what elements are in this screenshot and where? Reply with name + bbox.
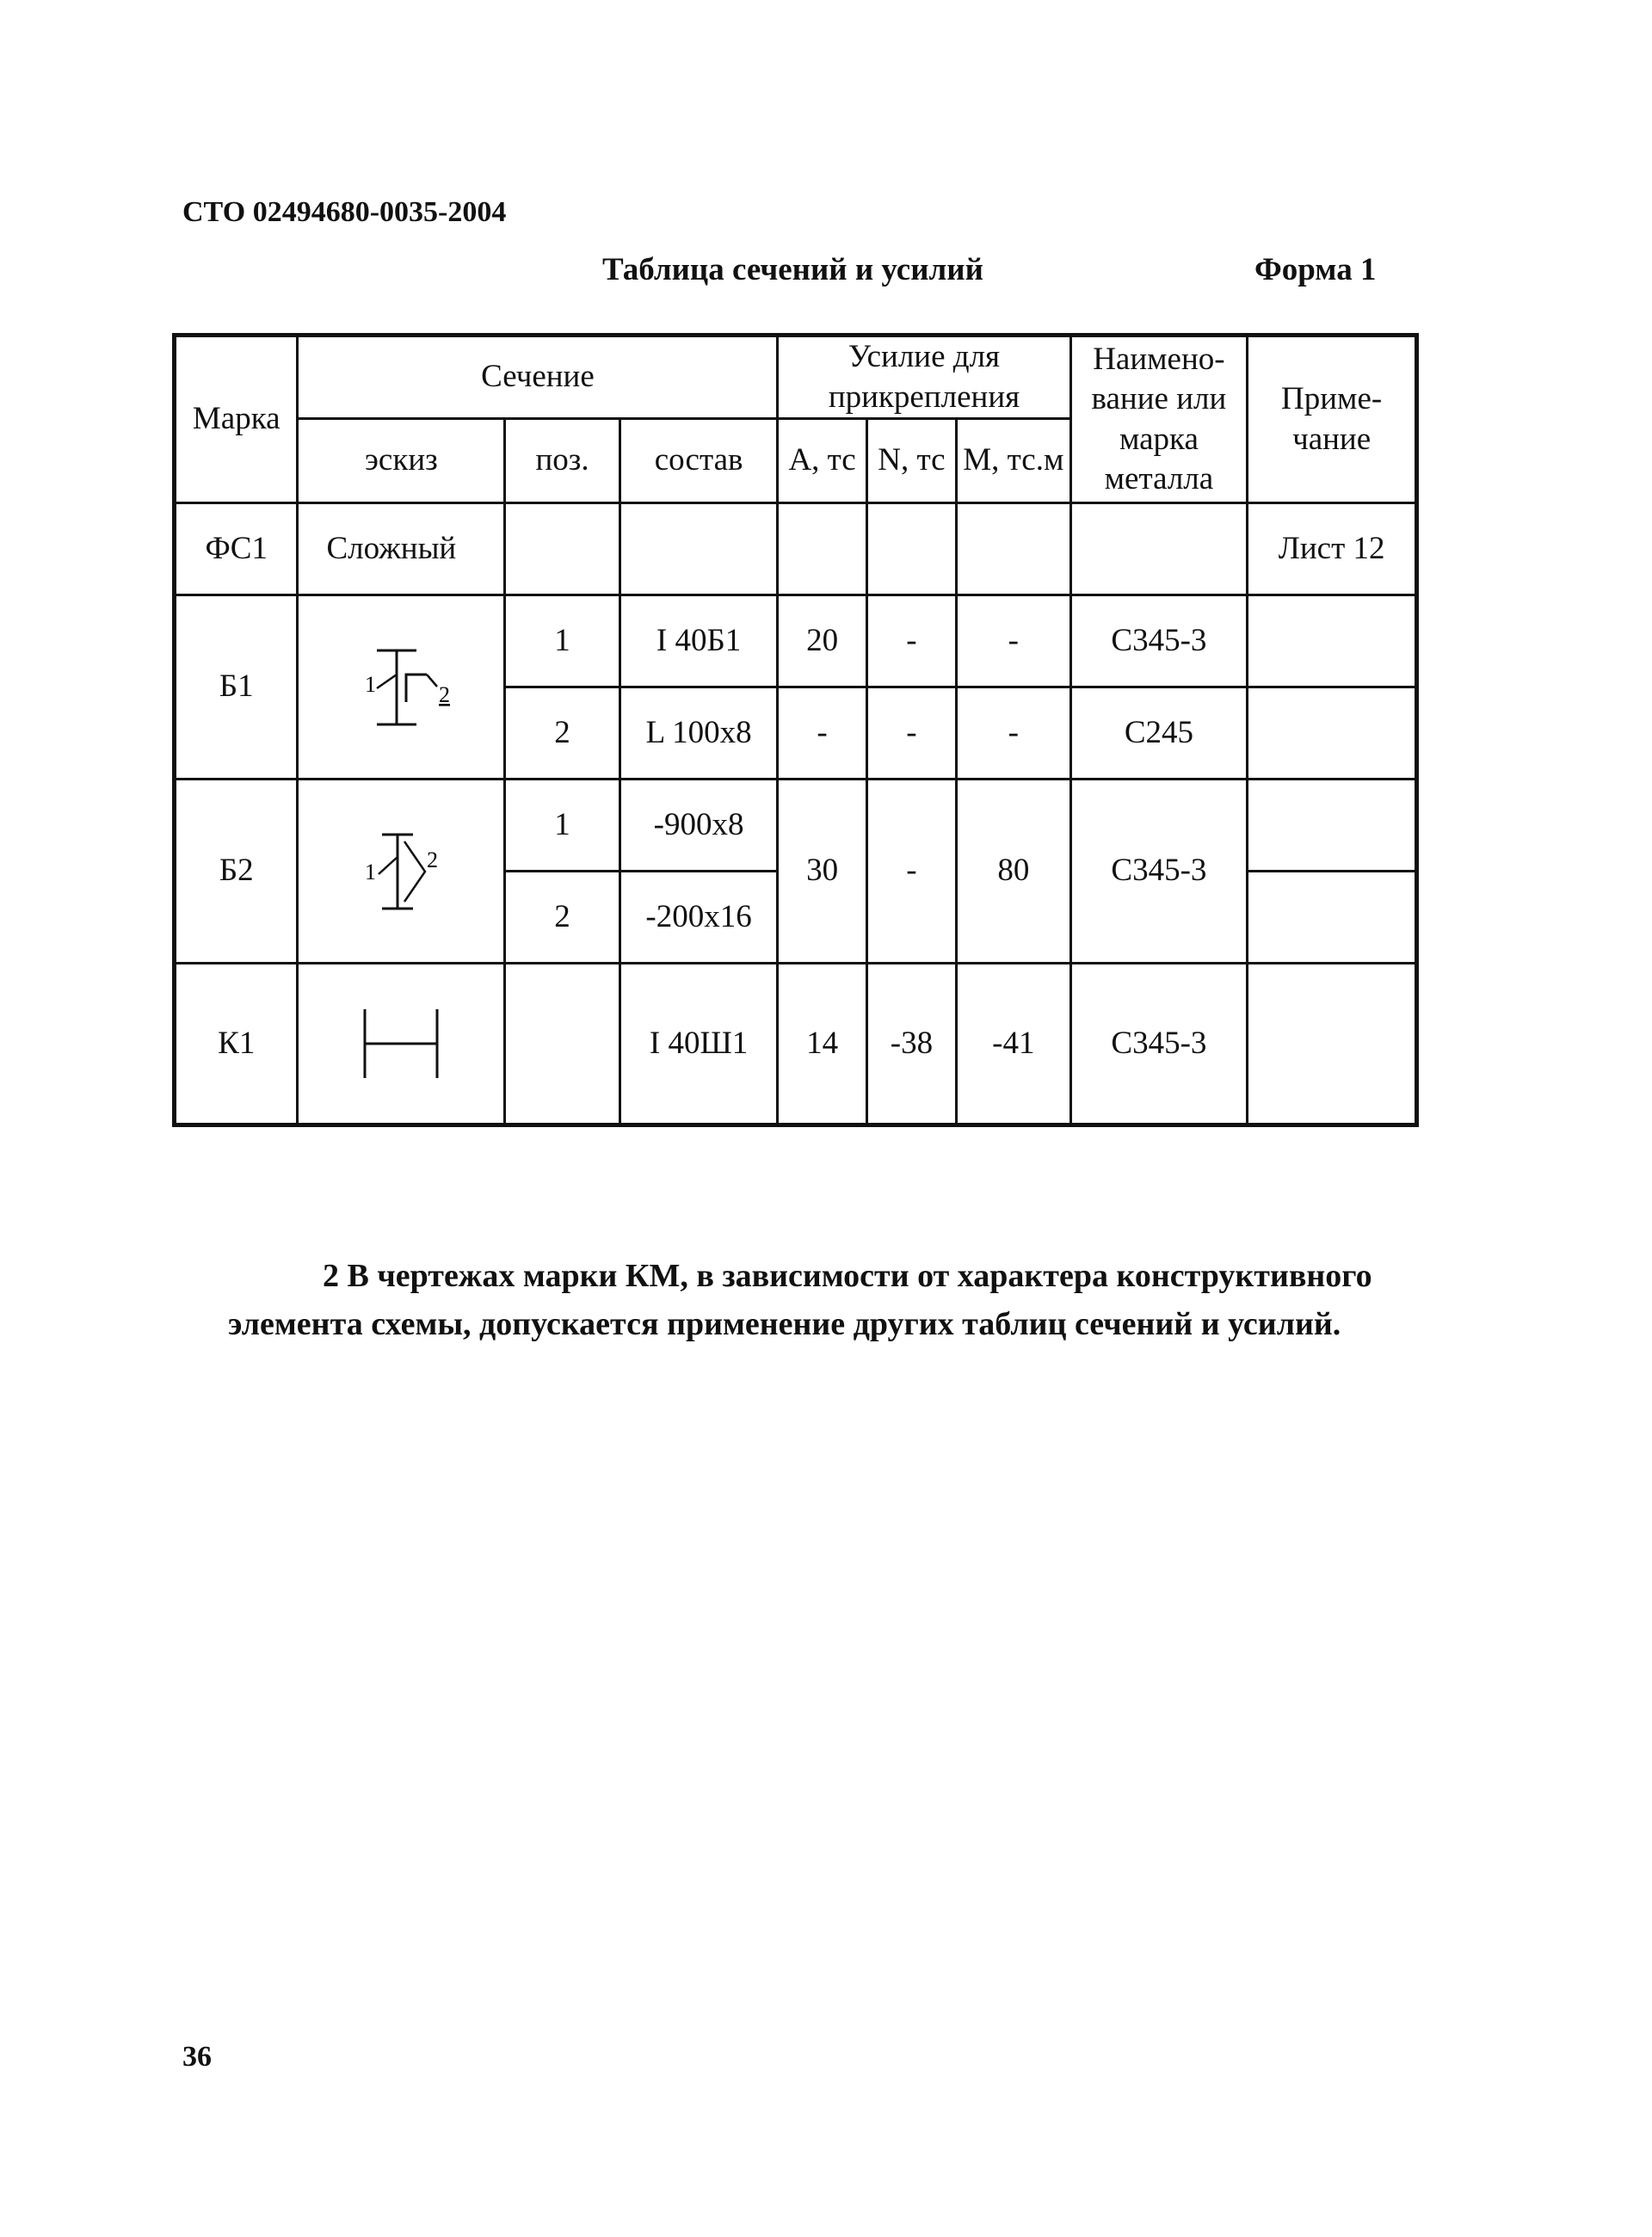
row-k1-pos <box>505 964 620 1125</box>
row-fs1-composition <box>620 503 778 595</box>
row-b1-2-note <box>1248 687 1417 780</box>
header-note: Приме- чание <box>1248 336 1417 503</box>
row-b2-2-composition: -200x16 <box>620 872 778 964</box>
paragraph-line-2: элемента схемы, допускается применение других таблиц сечений и усилий. <box>228 1306 1341 1342</box>
header-force: Усилие для прикрепления <box>778 336 1070 419</box>
header-force-n: N, тс <box>866 419 956 503</box>
row-k1-metal: С345-3 <box>1070 964 1248 1125</box>
table-caption: Таблица сечений и усилий <box>602 252 983 287</box>
row-b2-m: 80 <box>957 780 1070 964</box>
row-b2-1-pos: 1 <box>505 780 620 872</box>
sketch-b2-label-1: 1 <box>365 859 377 884</box>
row-b2-n: - <box>866 780 956 964</box>
row-k1-note <box>1248 964 1417 1125</box>
row-b1-1-m: - <box>957 595 1070 687</box>
row-b1-2-m: - <box>957 687 1070 780</box>
beam-with-angle-sketch-icon <box>324 623 478 752</box>
row-b1-1-composition: I 40Б1 <box>620 595 778 687</box>
wide-flange-column-sketch-icon <box>324 992 478 1095</box>
header-section: Сечение <box>298 336 778 419</box>
sketch-b1-label-1: 1 <box>365 671 377 697</box>
sketch-b1-label-2: 2 <box>439 681 451 707</box>
row-b2-1-note <box>1248 780 1417 872</box>
row-b1-1-pos: 1 <box>505 595 620 687</box>
sketch-b2-label-2: 2 <box>427 847 439 872</box>
row-b2-2-note <box>1248 872 1417 964</box>
row-b1-mark: Б1 <box>175 595 298 780</box>
document-code: СТО 02494680-0035-2004 <box>182 196 507 228</box>
row-b1-2-pos: 2 <box>505 687 620 780</box>
row-fs1-sketch: Сложный <box>298 503 505 595</box>
header-force-m: М, тс.м <box>957 419 1070 503</box>
header-mark: Марка <box>175 336 298 503</box>
row-b2-a: 30 <box>778 780 866 964</box>
row-fs1-mark: ФС1 <box>175 503 298 595</box>
row-k1-mark: К1 <box>175 964 298 1125</box>
row-fs1-a <box>778 503 866 595</box>
row-b2-sketch <box>298 780 505 964</box>
header-pos: поз. <box>505 419 620 503</box>
row-k1-m: -41 <box>957 964 1070 1125</box>
row-b1-2-metal: С245 <box>1070 687 1248 780</box>
header-sketch: эскиз <box>298 419 505 503</box>
row-k1-composition: I 40Ш1 <box>620 964 778 1125</box>
welded-beam-sketch-icon <box>324 807 478 936</box>
header-metal: Наимено- вание или марка металла <box>1070 336 1248 503</box>
row-k1-sketch <box>298 964 505 1125</box>
row-b1-1-metal: С345-3 <box>1070 595 1248 687</box>
row-b1-2-a: - <box>778 687 866 780</box>
note-paragraph <box>228 1252 1433 1348</box>
row-b1-1-note <box>1248 595 1417 687</box>
header-force-a: А, тс <box>778 419 866 503</box>
row-fs1-m <box>957 503 1070 595</box>
paragraph-line-1: 2 В чертежах марки КМ, в зависимости от характера конструктивного <box>323 1258 1372 1294</box>
page-number: 36 <box>182 2041 212 2073</box>
row-b1-sketch <box>298 595 505 780</box>
row-b2-1-composition: -900x8 <box>620 780 778 872</box>
row-b1-1-n: - <box>866 595 956 687</box>
row-b2-metal: С345-3 <box>1070 780 1248 964</box>
header-composition: состав <box>620 419 778 503</box>
row-fs1-note: Лист 12 <box>1248 503 1417 595</box>
row-fs1-n <box>866 503 956 595</box>
row-k1-a: 14 <box>778 964 866 1125</box>
sections-forces-table <box>172 333 1419 1127</box>
row-b1-2-composition: L 100x8 <box>620 687 778 780</box>
row-b1-2-n: - <box>866 687 956 780</box>
row-b2-2-pos: 2 <box>505 872 620 964</box>
row-b2-mark: Б2 <box>175 780 298 964</box>
row-k1-n: -38 <box>866 964 956 1125</box>
row-fs1-metal <box>1070 503 1248 595</box>
row-b1-1-a: 20 <box>778 595 866 687</box>
form-label: Форма 1 <box>1254 252 1377 287</box>
row-fs1-pos <box>505 503 620 595</box>
